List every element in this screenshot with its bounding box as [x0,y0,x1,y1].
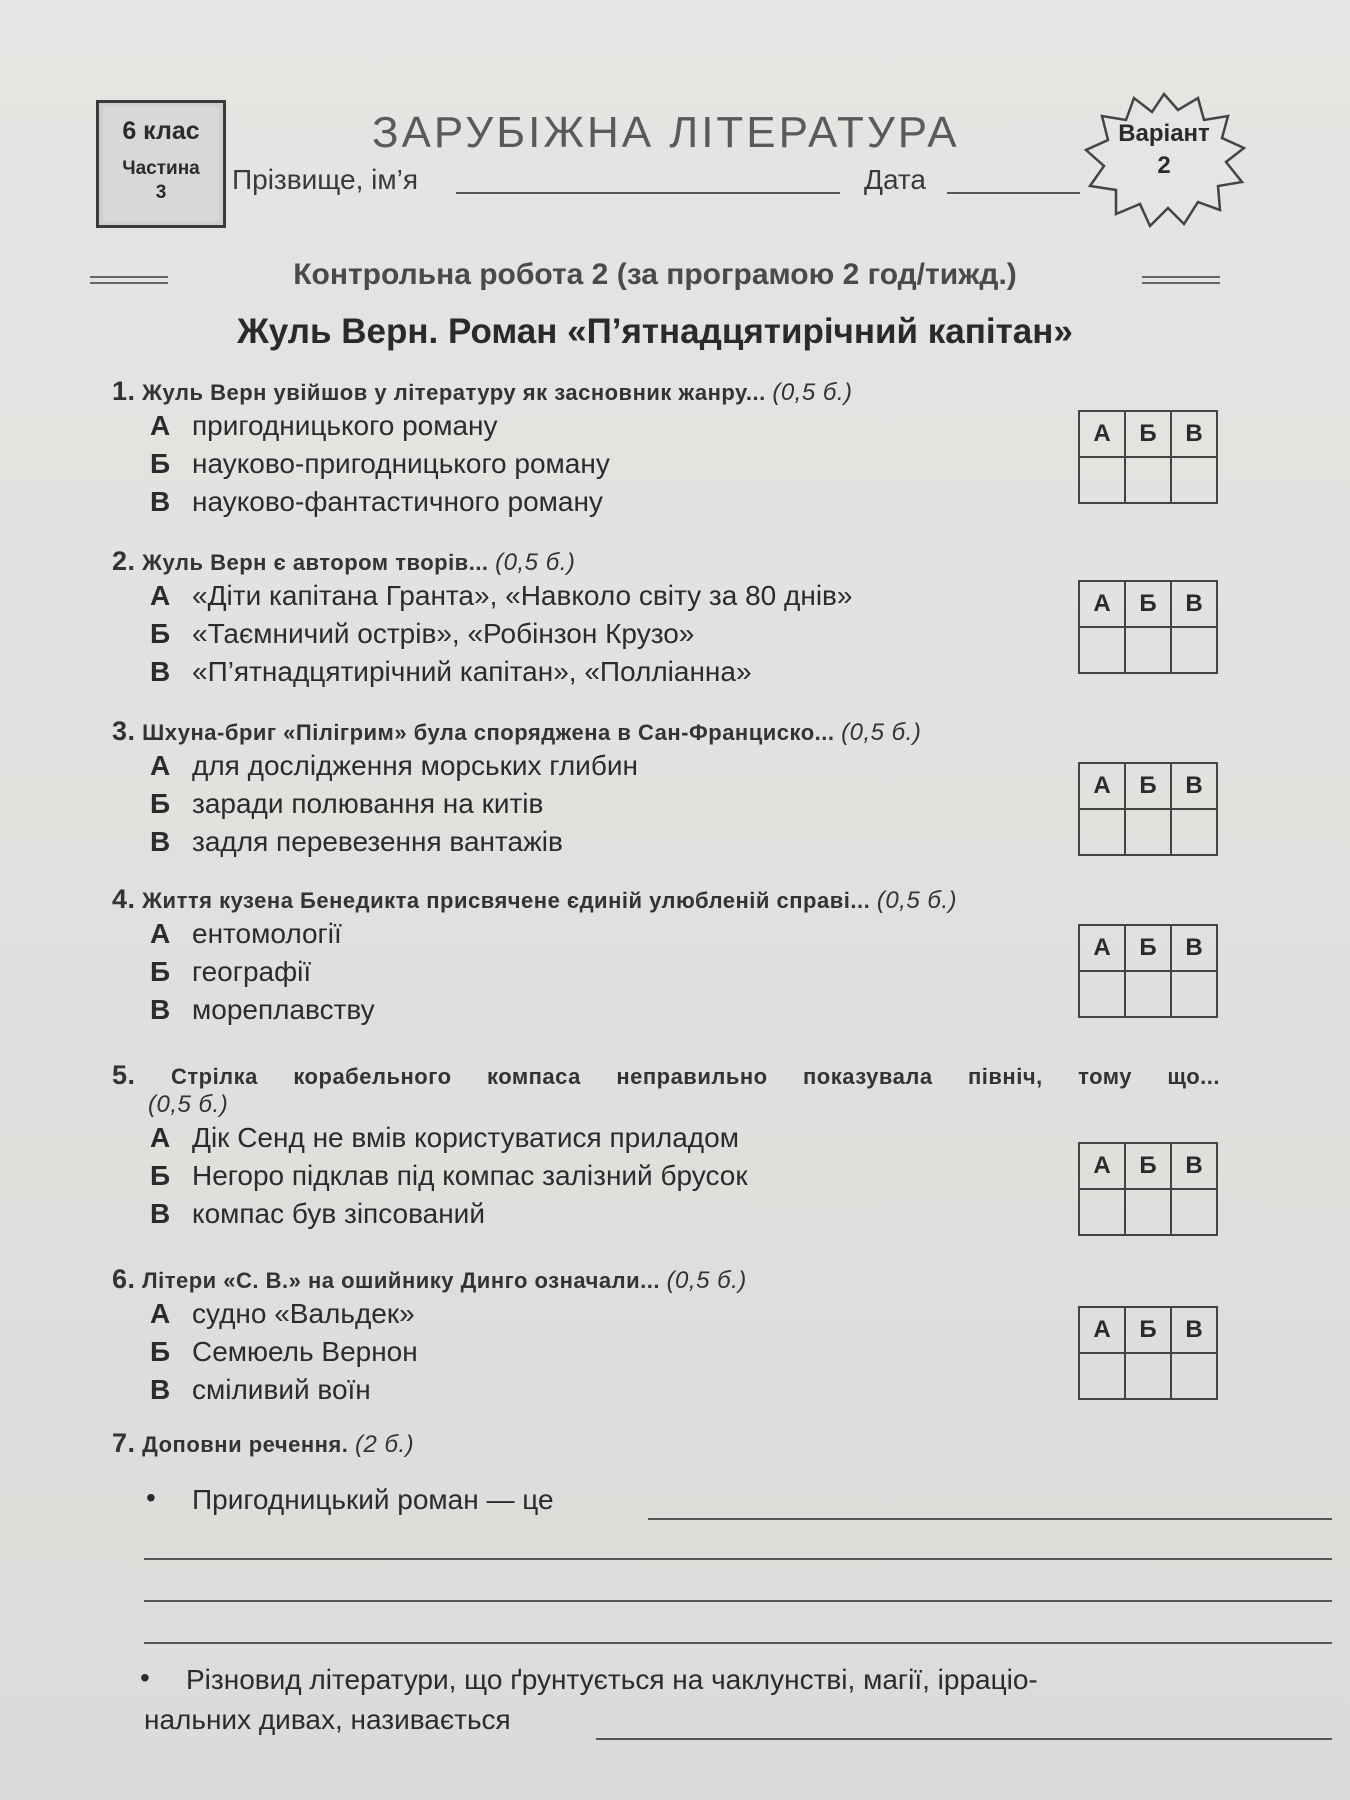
answer-cell-b[interactable] [1125,1189,1171,1235]
option-b: Б Негоро підклав під компас залізний брусок [150,1160,748,1191]
question-5: 5. Стрілка корабельного компаса неправильно показувала північ, тому що... (0,5 б.) А Дік Сенд не вмів користуватися приладом Б Негоро підклав під компас залізний брусок В компас був зіпсований [112,1060,1232,1233]
title-rule-right [1142,276,1220,284]
option-a: А судно «Вальдек» [150,1298,415,1329]
question-4: 4. Життя кузена Бенедикта присвячене єдиній улюбленій справі... (0,5 б.) А ентомології Б географії В мореплавству [112,884,1232,1029]
option-c: В «П’ятнадцятирічний капітан», «Полліанна» [150,656,752,687]
part-label: Частина [122,158,200,179]
novel-title: Жуль Верн. Роман «П’ятнадцятирічний капітан» [237,312,1073,351]
name-label: Прізвище, ім’я [232,164,418,195]
option-b: Б заради полювання на китів [150,788,544,819]
answer-cell-c[interactable] [1171,971,1217,1017]
work-title-text: Контрольна робота 2 (за програмою 2 год/тижд.) [293,258,1017,291]
option-b: Б географії [150,956,312,987]
grade-box [96,100,226,228]
answer-line-2[interactable] [144,1558,1332,1560]
answer-cell-c[interactable] [1171,1353,1217,1399]
option-c: В задля перевезення вантажів [150,826,563,857]
answer-cell-b[interactable] [1125,809,1171,855]
answer-cell-a[interactable] [1079,809,1125,855]
option-a: А ентомології [150,918,342,949]
name-date-row [232,160,1082,200]
item-2-text-line2: нальних дивах, називається [144,1704,511,1735]
question-text: Жуль Верн увійшов у літературу як засновник жанру... [142,380,766,405]
work-title [90,258,1220,298]
grade-label: 6 клас [122,117,200,145]
answer-line-3[interactable] [144,1600,1332,1602]
answer-cell-b[interactable] [1125,457,1171,503]
option-c: В мореплавству [150,994,375,1025]
option-b: Б науково-пригодницького роману [150,448,610,479]
answer-grid-2: А Б В [1078,580,1218,674]
bullet-1: • [146,1482,156,1513]
answer-line-4[interactable] [144,1642,1332,1644]
date-field[interactable] [947,192,1080,194]
item-2-text-line1: Різновид літератури, що ґрунтується на чаклунстві, магії, ірраціо- [186,1664,1038,1695]
option-c: В сміливий воїн [150,1374,371,1405]
answer-cell-c[interactable] [1171,1189,1217,1235]
option-b: Б Семюель Вернон [150,1336,418,1367]
option-a: А «Діти капітана Гранта», «Навколо світу за 80 днів» [150,580,853,611]
option-b: Б «Таємничий острів», «Робінзон Крузо» [150,618,695,649]
question-7: 7. Доповни речення. (2 б.) • Пригодницький роман — це • Різновид літератури, що ґрунтується на чаклунстві, магії, ірраціо- нальних дивах, називається [112,1428,1232,1768]
answer-grid-3: А Б В [1078,762,1218,856]
variant-badge [1080,90,1248,230]
answer-grid-5: А Б В [1078,1142,1218,1236]
name-field[interactable] [456,192,840,194]
option-c: В компас був зіпсований [150,1198,485,1229]
answer-grid-4: А Б В [1078,924,1218,1018]
question-6: 6. Літери «С. В.» на ошийнику Динго означали... (0,5 б.) А судно «Вальдек» Б Семюель Вернон В сміливий воїн [112,1264,1232,1409]
title-rule-left [90,276,168,284]
option-c: В науково-фантастичного роману [150,486,603,517]
answer-cell-c[interactable] [1171,457,1217,503]
variant-label: Варіант [1118,120,1210,147]
answer-cell-a[interactable] [1079,457,1125,503]
answer-grid-6: А Б В [1078,1306,1218,1400]
option-a: А для дослідження морських глибин [150,750,638,781]
answer-cell-b[interactable] [1125,1353,1171,1399]
answer-line-5[interactable] [596,1738,1332,1740]
answer-cell-c[interactable] [1171,809,1217,855]
subject-title: ЗАРУБІЖНА ЛІТЕРАТУРА [372,108,960,157]
bullet-2: • [140,1662,150,1693]
option-a: А пригодницького роману [150,410,498,441]
answer-cell-a[interactable] [1079,1189,1125,1235]
answer-line-1[interactable] [648,1518,1332,1520]
question-2: 2. Жуль Верн є автором творів... (0,5 б.) А «Діти капітана Гранта», «Навколо світу за 80 днів» Б «Таємничий острів», «Робінзон Крузо» В «П’ятнадцятирічний капітан», «Полліанна» [112,546,1232,691]
date-label: Дата [864,164,927,195]
question-3: 3. Шхуна-бриг «Пілігрим» була споряджена в Сан-Франциско... (0,5 б.) А для дослідження морських глибин Б заради полювання на китів В задля перевезення вантажів [112,716,1232,861]
answer-cell-a[interactable] [1079,1353,1125,1399]
answer-cell-b[interactable] [1125,971,1171,1017]
answer-cell-b[interactable] [1125,627,1171,673]
answer-grid-1: А Б В [1078,410,1218,504]
answer-cell-a[interactable] [1079,627,1125,673]
part-number: 3 [155,182,167,203]
answer-cell-c[interactable] [1171,627,1217,673]
variant-number: 2 [1157,152,1171,179]
answer-cell-a[interactable] [1079,971,1125,1017]
question-1 [112,376,1232,521]
question-points: (0,5 б.) [772,379,853,406]
item-1-text: Пригодницький роман — це [192,1484,554,1515]
question-number: 1. [112,376,136,406]
option-a: А Дік Сенд не вмів користуватися приладом [150,1122,739,1153]
